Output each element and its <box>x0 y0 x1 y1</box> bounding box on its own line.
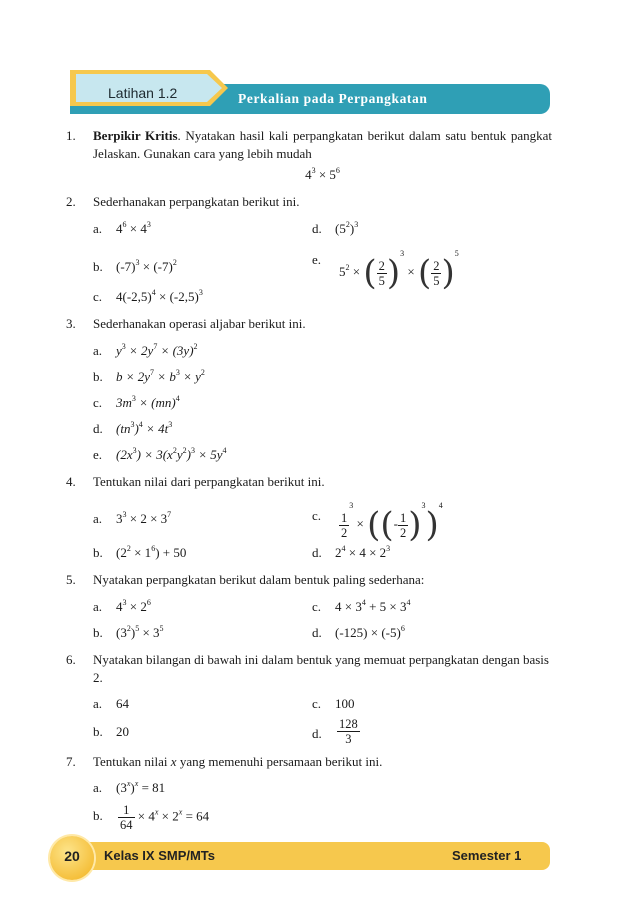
q2-item-d: d. $(5^2)^3$ <box>312 220 359 236</box>
q3-item-d: d. $(tn^3)^4 \times 4t^3$ <box>93 420 173 437</box>
q7-item-a: a. $(3^x)^x = 81$ <box>93 779 166 796</box>
q3-item-e: e. $(2x^3) \times 3(x^2y^2)^3 \times 5y^4$ <box>93 446 227 463</box>
question-text: Sederhanakan operasi aljabar berikut ini. <box>93 316 306 332</box>
q6-item-a: a. 64 <box>93 696 129 712</box>
q3-item-a: a. $y^3 \times 2y^7 \times (3y)^2$ <box>93 342 198 359</box>
question-keyword: Berpikir Kritis <box>93 128 178 143</box>
question-5 <box>66 571 552 642</box>
section-title: Perkalian pada Perpangkatan <box>238 91 428 106</box>
question-number: 1. <box>66 128 76 143</box>
question-number: 6. <box>66 652 76 668</box>
q5-item-c: c. $4 \times 3^4 + 5 \times 3^4$ <box>312 598 411 615</box>
question-number: 4. <box>66 474 76 490</box>
exercise-label: Latihan 1.2 <box>108 85 178 101</box>
question-1 <box>66 127 552 184</box>
q5-item-d: d. $(-125) \times (-5)^6$ <box>312 624 405 641</box>
question-number: 3. <box>66 316 76 332</box>
footer-semester-label: Semester 1 <box>452 848 522 863</box>
question-number: 5. <box>66 572 76 588</box>
q2-item-c: c. $4(-2,5)^4 \times (-2,5)^3$ <box>93 288 203 305</box>
question-number: 7. <box>66 754 76 770</box>
question-number: 2. <box>66 194 76 209</box>
page-number: 20 <box>64 848 80 864</box>
q4-item-d: d. $2^4 \times 4 \times 2^3$ <box>312 544 391 561</box>
q4-item-b: b. $(2^2 \times 1^6) + 50$ <box>93 544 187 561</box>
q5-item-a: a. $4^3 \times 2^6$ <box>93 598 151 615</box>
question-2 <box>66 193 552 306</box>
q3-item-c: c. $3m^3 \times (mn)^4$ <box>93 394 180 411</box>
q3-item-b: b. $b \times 2y^7 \times b^3 \times y^2$ <box>93 368 205 385</box>
q4-item-c: c. $\frac{1}{2}$ $^3$ × ((- $\frac{1}{2}$ )$^3$)$^4$ <box>312 501 443 546</box>
q6-item-b: b. 20 <box>93 723 129 739</box>
question-text: . Nyatakan hasil kali perpangkatan berikut dalam satu bentuk pangkat Jelaskan. Gunakan cara yang lebih mudah <box>93 128 552 161</box>
q1-expression: $4^3 \times 5^6$ <box>305 166 340 182</box>
question-text: Nyatakan bilangan di bawah ini dalam bentuk yang memuat perpangkatan dengan basis 2. <box>93 652 549 686</box>
question-text: Sederhanakan perpangkatan berikut ini. <box>93 194 300 209</box>
header-tab <box>70 70 230 106</box>
footer-class-label: Kelas IX SMP/MTs <box>104 848 216 863</box>
q5-item-b: b. $(3^2)^5 \times 3^5$ <box>93 624 164 641</box>
q4-item-a: a. $3^3 \times 2 \times 3^7$ <box>93 509 172 526</box>
question-text: Nyatakan perpangkatan berikut dalam bentuk paling sederhana: <box>93 572 425 588</box>
question-text: Tentukan nilai dari perpangkatan berikut ini. <box>93 474 325 490</box>
question-4 <box>66 473 552 562</box>
q6-item-c: c. 100 <box>312 696 355 712</box>
q2-item-e: e. $5^2$ × ( $\frac{2}{5}$ )$^3$ × ( $\frac{2}{5}$ )$^5$ <box>312 249 459 294</box>
q6-item-d: d. $\frac{128}{3}$ <box>312 717 358 747</box>
question-3 <box>66 315 552 464</box>
exercise-content <box>66 127 552 832</box>
q7-item-b: b. $\frac{1}{64}$ × $4^x \times 2^x = 64$ <box>93 803 210 833</box>
q2-item-b: b. $(-7)^3 \times (-7)^2$ <box>93 257 177 274</box>
question-6 <box>66 651 552 746</box>
q2-item-a: a. $4^6 \times 4^3$ <box>93 220 151 236</box>
question-7: 7. Tentukan nilai x yang memenuhi persamaan berikut ini. a. $(3^x)^x = 81$ b. $\frac{1}{64}$ × $4^x \times 2^x = 64$ <box>66 753 552 832</box>
